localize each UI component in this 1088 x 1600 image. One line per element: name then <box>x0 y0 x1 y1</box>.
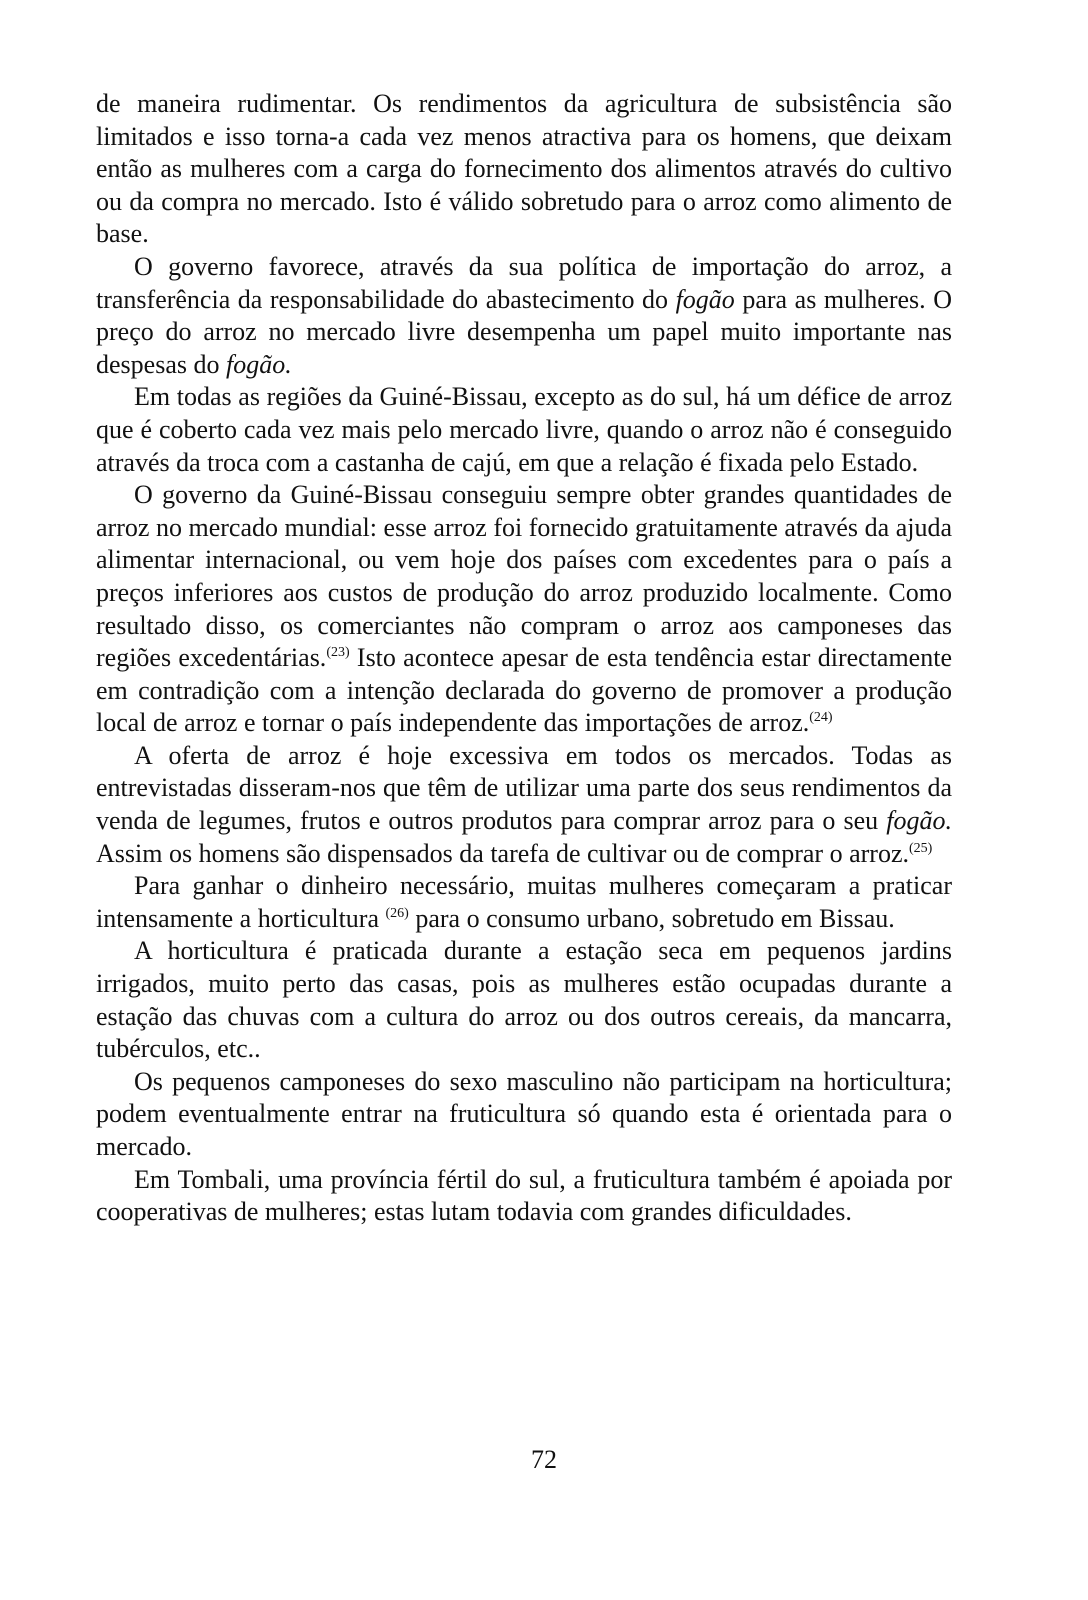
text-segment: A oferta de arroz é hoje excessiva em todos os mercados. Todas as entrevistadas disseram-nos que têm de utilizar uma parte dos seus rendimentos da venda de legumes, frutos e outros produtos para comprar arroz para o seu <box>96 740 952 836</box>
paragraph <box>96 1066 952 1164</box>
paragraph <box>96 870 952 935</box>
text-segment: Em Tombali, uma província fértil do sul, a fruticultura também é apoiada por cooperativas de mulheres; estas lutam todavia com grandes dificuldades. <box>96 1164 952 1227</box>
footnote-reference: (25) <box>908 840 933 856</box>
paragraph <box>96 935 952 1065</box>
text-segment: O governo favorece, através da sua política de importação do arroz, a transferência da responsabilidade do abastecimento do <box>96 251 952 314</box>
text-segment: A horticultura é praticada durante a estação seca em pequenos jardins irrigados, muito perto das casas, pois as mulheres estão ocupadas durante a estação das chuvas com a cultura do arroz ou dos outros cereais, da mancarra, tubérculos, etc.. <box>96 936 952 1064</box>
text-segment: para as mulheres. O preço do arroz no mercado livre desempenha um papel muito importante nas despesas do <box>96 284 952 379</box>
text-segment: de maneira rudimentar. Os rendimentos da agricultura de subsistência são limitados e isso torna-a cada vez menos atractiva para os homens, que deixam então as mulheres com a carga do fornecimento dos alimentos através do cultivo ou da compra no mercado. Isto é válido sobretudo para o arroz como alimento de base. <box>96 89 952 249</box>
page-number: 72 <box>531 1445 557 1474</box>
text-segment: para o consumo urbano, sobretudo em Bissau. <box>408 903 895 933</box>
paragraph-list <box>96 88 952 1229</box>
paragraph <box>96 381 952 479</box>
page-body <box>96 88 952 1229</box>
paragraph <box>96 251 952 381</box>
text-segment: Isto acontece apesar de esta tendência estar directamente em contradição com a intenção declarada do governo de promover a produção local de arroz e tornar o país independente das importações de arroz. <box>96 643 952 738</box>
footnote-reference: (23) <box>326 645 350 661</box>
text-segment: Em todas as regiões da Guiné-Bissau, excepto as do sul, há um défice de arroz que é coberto cada vez mais pelo mercado livre, quando o arroz não é conseguido através da troca com a castanha de cajú, em que a relação é fixada pelo Estado. <box>96 382 952 477</box>
paragraph <box>96 740 952 870</box>
text-segment: Os pequenos camponeses do sexo masculino não participam na horticultura; podem eventualmente entrar na fruticultura só quando esta é orientada para o mercado. <box>96 1066 952 1161</box>
paragraph <box>96 479 952 740</box>
footnote-reference: (24) <box>809 710 833 726</box>
italic-term: fogão <box>675 284 735 314</box>
paragraph <box>96 88 952 251</box>
paragraph <box>96 1164 952 1229</box>
text-segment: Para ganhar o dinheiro necessário, muitas mulheres começaram a praticar intensamente a horticultura <box>96 871 952 933</box>
footnote-reference: (26) <box>385 905 409 921</box>
text-segment: O governo da Guiné-Bissau conseguiu sempre obter grandes quantidades de arroz no mercado mundial: esse arroz foi fornecido gratuitamente através da ajuda alimentar internacional, ou vem hoje dos países com excedentes para o país a preços inferiores aos custos de produção do arroz produzido localmente. Como resultado disso, os comerciantes não compram o arroz aos camponeses das regiões excedentárias. <box>96 480 952 673</box>
italic-term: fogão. <box>886 806 952 836</box>
text-segment: Assim os homens são dispensados da tarefa de cultivar ou de comprar o arroz. <box>96 838 909 868</box>
italic-term: fogão. <box>225 349 292 379</box>
